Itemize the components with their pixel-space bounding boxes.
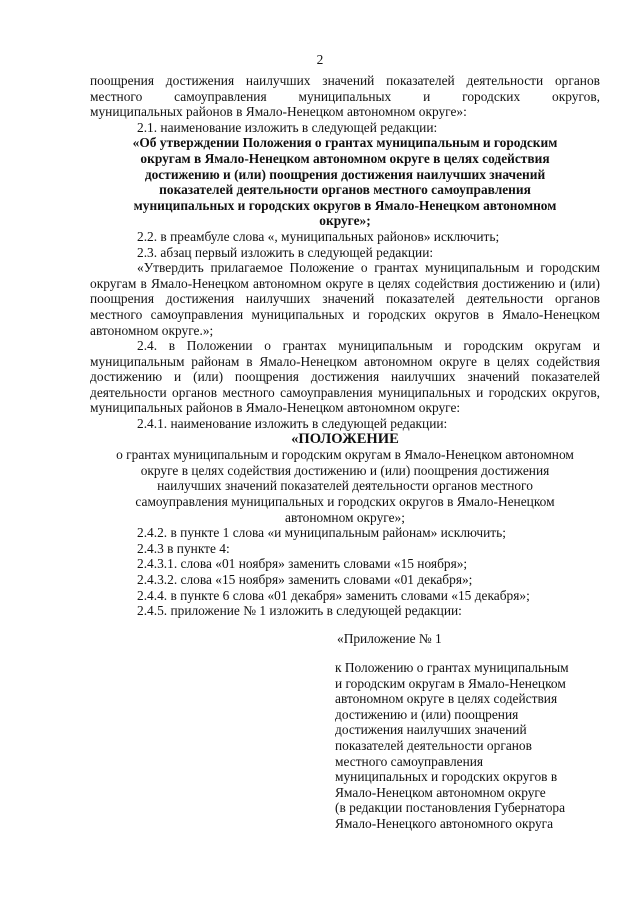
appendix-line: Ямало-Ненецкого автономного округа (335, 815, 554, 831)
paragraph: 2.4.3.2. слова «15 ноября» заменить словами «01 декабря»; (137, 572, 473, 587)
paragraph: 2.4.3 в пункте 4: (137, 540, 230, 556)
appendix-heading: «Приложение № 1 (337, 631, 442, 646)
paragraph: «Утвердить прилагаемое Положение о грантах муниципальным и городским округам в Ямало-Ненецком автономном округе в целях содействия достижению и (или) поощрения достижения наилучших значений показателей деятельности органов местного самоуправления муниципальных и городских округов в Ямало-Ненецком автономном округе.»; (90, 260, 600, 338)
paragraph: 2.2. в преамбуле слова «, муниципальных районов» исключить; (137, 228, 500, 244)
subtitle-line: округе в целях содействия достижению и (или) поощрения достижения (140, 462, 550, 478)
paragraph: 2.4.2. в пункте 1 слова «и муниципальным районам» исключить; (137, 525, 506, 541)
page-number: 2 (316, 52, 324, 67)
appendix-line: достижению и (или) поощрения (335, 706, 519, 722)
subtitle-line: наилучших значений показателей деятельности органов местного (157, 478, 533, 494)
appendix-line: и городским округам в Ямало-Ненецком (335, 675, 566, 691)
appendix-line: муниципальных и городских округов в (335, 769, 558, 785)
title-line: округе»; (319, 213, 371, 229)
appendix-line: местного самоуправления (335, 753, 484, 769)
title-line: округам в Ямало-Ненецком автономном округе в целях содействия (140, 150, 550, 166)
title-line: показателей деятельности органов местного самоуправления (159, 182, 531, 198)
subtitle-line: автономном округе»; (285, 509, 405, 525)
paragraph: 2.4.3.1. слова «01 ноября» заменить словами «15 ноября»; (137, 556, 468, 572)
appendix-line: достижения наилучших значений (335, 722, 527, 738)
paragraph: 2.1. наименование изложить в следующей редакции: (137, 119, 438, 135)
paragraph: 2.4. в Положении о грантах муниципальным и городским округам и муниципальным районам в Ямало-Ненецком автономном округе в целях содействия достижению и (или) поощрения достижения наилучших значений показателей деятельности органов местного самоуправления муниципальных и городских округов, муниципальных районов в Ямало-Ненецком автономном округе: (90, 338, 600, 416)
title-line: муниципальных и городских округов в Ямало-Ненецком автономном (133, 197, 557, 213)
title-line: достижению и (или) поощрения достижения наилучших значений (144, 166, 546, 182)
paragraph: 2.4.4. в пункте 6 слова «01 декабря» заменить словами «15 декабря»; (137, 587, 530, 603)
paragraph: 2.3. абзац первый изложить в следующей редакции: (137, 244, 434, 260)
appendix-caption (335, 660, 605, 832)
regulation-subtitle (90, 447, 600, 525)
title-line: «Об утверждении Положения о грантах муниципальным и городским (132, 135, 558, 151)
subtitle-line: самоуправления муниципальных и городских округов в Ямало-Ненецком (135, 494, 555, 510)
appendix-line: (в редакции постановления Губернатора (335, 800, 566, 816)
paragraph: 2.4.1. наименование изложить в следующей редакции: (137, 416, 448, 432)
document-body (90, 73, 600, 619)
paragraph: 2.4.5. приложение № 1 изложить в следующей редакции: (137, 603, 462, 619)
appendix-line: автономном округе в целях содействия (335, 691, 558, 707)
regulation-heading: «ПОЛОЖЕНИЕ (291, 430, 399, 447)
subtitle-line: о грантах муниципальным и городским округам в Ямало-Ненецком автономном (116, 447, 574, 463)
appendix-line: Ямало-Ненецком автономном округе (335, 784, 546, 800)
paragraph-line: поощрения достижения наилучших значений показателей деятельности органов (90, 73, 600, 88)
paragraph-line: муниципальных районов в Ямало-Ненецком автономном округе»: (90, 104, 467, 120)
resolution-title (90, 135, 600, 229)
paragraph-line: местного самоуправления муниципальных и городских округов, (90, 88, 600, 104)
appendix-line: показателей деятельности органов (335, 737, 532, 753)
appendix-line: к Положению о грантах муниципальным (335, 660, 569, 675)
